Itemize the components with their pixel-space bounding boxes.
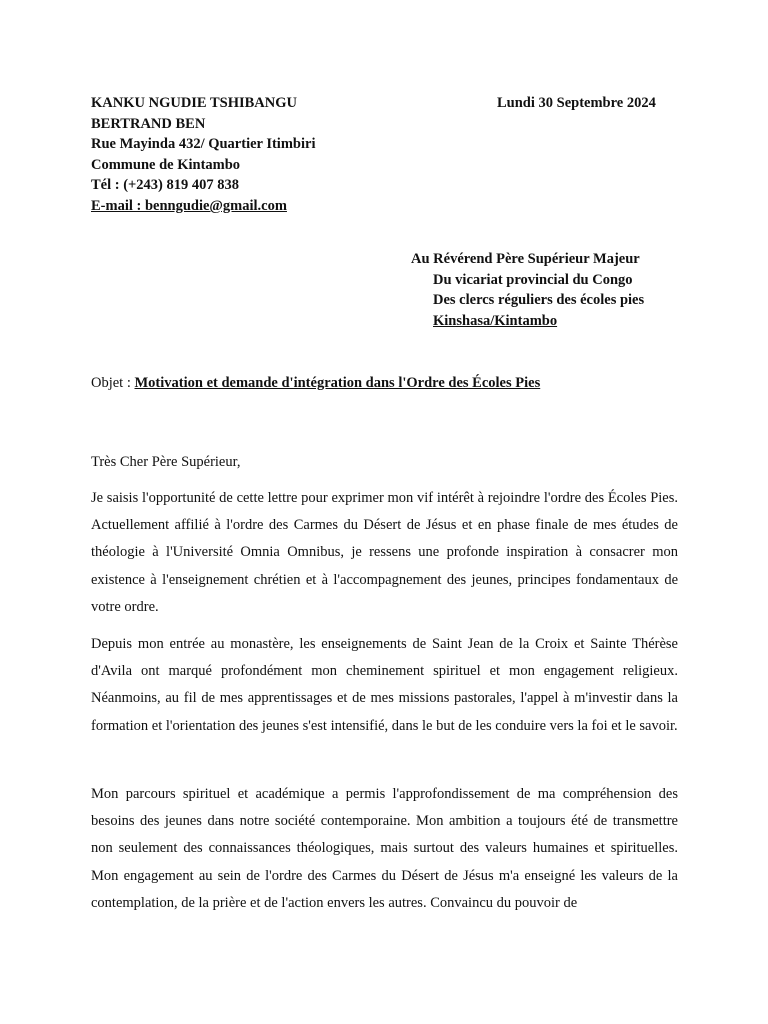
sender-name-line2: BERTRAND BEN bbox=[91, 115, 206, 132]
recipient-city: Kinshasa/Kintambo bbox=[433, 312, 558, 329]
recipient-line2: Du vicariat provincial du Congo bbox=[433, 271, 633, 288]
object-line bbox=[91, 373, 540, 393]
sender-street: Rue Mayinda 432/ Quartier Itimbiri bbox=[91, 136, 316, 153]
sender-commune: Commune de Kintambo bbox=[91, 156, 241, 173]
recipient-block bbox=[411, 249, 644, 331]
sender-email: E-mail : benngudie@gmail.com bbox=[91, 197, 287, 214]
recipient-line1: Au Révérend Père Supérieur Majeur bbox=[411, 251, 640, 267]
sender-block bbox=[91, 93, 315, 217]
recipient-line4 bbox=[411, 311, 644, 332]
paragraph-3: Mon parcours spirituel et académique a permis l'approfondissement de ma compréhension des besoins des jeunes dans notre société contemporaine. Mon ambition a toujours été de transmettre non seulement des connaissances théologiques, mais surtout des valeurs humaines et spirituelles. Mon engagement au sein de l'ordre des Carmes du Désert de Jésus m'a enseigné les valeurs de la contemplation, de la prière et de l'action envers les autres. Convaincu du pouvoir de bbox=[91, 786, 678, 911]
object-title: Motivation et demande d'intégration dans l'Ordre des Écoles Pies bbox=[134, 375, 541, 391]
sender-name-line1: KANKU NGUDIE TSHIBANGU bbox=[91, 95, 297, 111]
recipient-line3: Des clercs réguliers des écoles pies bbox=[433, 292, 645, 309]
sender-phone: Tél : (+243) 819 407 838 bbox=[91, 177, 240, 194]
paragraph-2: Depuis mon entrée au monastère, les enseignements de Saint Jean de la Croix et Sainte Thérèse d'Avila ont marqué profondément mon cheminement spirituel et mon engagement religieux. Néanmoins, au fil de mes apprentissages et de mes missions pastorales, l'appel à m'investir dans la formation et l'orientation des jeunes s'est intensifié, dans le but de les conduire vers la foi et le savoir. bbox=[91, 636, 678, 734]
object-label: Objet : bbox=[91, 375, 135, 391]
paragraph-1: Je saisis l'opportunité de cette lettre pour exprimer mon vif intérêt à rejoindre l'ordre des Écoles Pies. Actuellement affilié à l'ordre des Carmes du Désert de Jésus et en phase finale de mes études de théologie à l'Université Omnia Omnibus, je ressens une profonde inspiration à consacrer mon existence à l'enseignement chrétien et à l'accompagnement des jeunes, principes fondamentaux de votre ordre. bbox=[91, 490, 678, 615]
salutation: Très Cher Père Supérieur, bbox=[91, 454, 241, 470]
letter-date: Lundi 30 Septembre 2024 bbox=[497, 95, 656, 111]
